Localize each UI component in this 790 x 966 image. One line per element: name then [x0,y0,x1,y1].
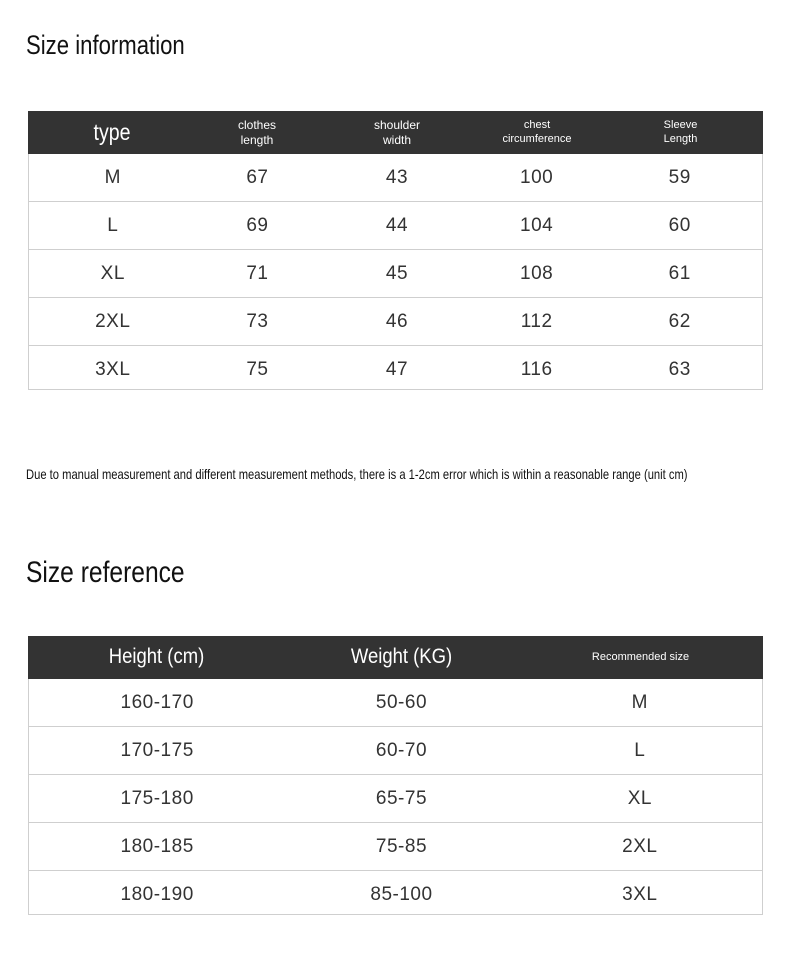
table-cell: 62 [668,310,691,332]
table-cell: 69 [246,214,269,236]
column-header-weight: Weight (KG) [350,645,453,669]
column-header-chest-circumference: chest circumference [502,118,572,145]
table-cell: 3XL [622,883,658,905]
table-cell: 67 [246,166,269,188]
table-cell: 60 [668,214,691,236]
table-cell: 85-100 [370,883,433,905]
table-row [29,250,762,298]
table-cell: 104 [520,214,554,236]
table-header [28,636,763,679]
size-reference-title: Size reference [26,556,185,589]
table-cell: 45 [385,262,409,284]
table-header [28,111,763,154]
column-header-recommended-size: Recommended size [591,650,690,663]
table-cell: 175-180 [120,787,194,809]
column-header-clothes-length: clothes length [237,117,277,147]
column-header-height: Height (cm) [108,645,205,669]
table-cell: 60-70 [375,739,428,761]
measurement-note: Due to manual measurement and different measurement methods, there is a 1-2cm error which is within a reasonable range (unit cm) [26,466,688,482]
table-cell: 65-75 [375,787,428,809]
table-cell: 71 [246,262,269,284]
size-information-title: Size information [26,30,185,60]
table-cell: 61 [668,262,691,284]
table-cell: 180-190 [120,883,194,905]
table-cell: M [104,166,121,188]
table-cell: 43 [385,166,409,188]
table-row [29,823,762,871]
table-cell: 108 [520,262,554,284]
size-information-table [28,111,763,390]
table-cell: 116 [520,358,553,380]
table-cell: XL [627,787,652,809]
table-cell: 47 [385,358,409,380]
table-row [29,154,762,202]
column-header-type: type [93,119,131,146]
table-cell: L [107,214,119,236]
table-row [29,298,762,346]
table-row [29,727,762,775]
table-cell: 73 [246,310,269,332]
table-cell: 75 [246,358,269,380]
table-cell: 59 [668,166,691,188]
column-header-shoulder-width: shoulder width [373,117,421,147]
table-cell: 46 [385,310,409,332]
table-row [29,202,762,250]
table-cell: 100 [520,166,554,188]
table-cell: M [631,691,648,713]
size-reference-table [28,636,763,915]
table-cell: 170-175 [120,739,194,761]
table-row [29,871,762,918]
table-cell: 63 [668,358,691,380]
table-cell: 75-85 [375,835,428,857]
column-header-sleeve-length: Sleeve Length [663,118,698,145]
table-cell: 160-170 [120,691,194,713]
table-row [29,346,762,393]
table-row [29,775,762,823]
table-cell: 50-60 [375,691,428,713]
table-cell: 2XL [95,310,131,332]
table-cell: 2XL [622,835,658,857]
table-cell: L [634,739,646,761]
table-cell: 180-185 [120,835,194,857]
table-cell: 112 [520,310,553,332]
table-cell: 44 [385,214,409,236]
table-cell: 3XL [95,358,131,380]
table-cell: XL [100,262,125,284]
table-row [29,679,762,727]
